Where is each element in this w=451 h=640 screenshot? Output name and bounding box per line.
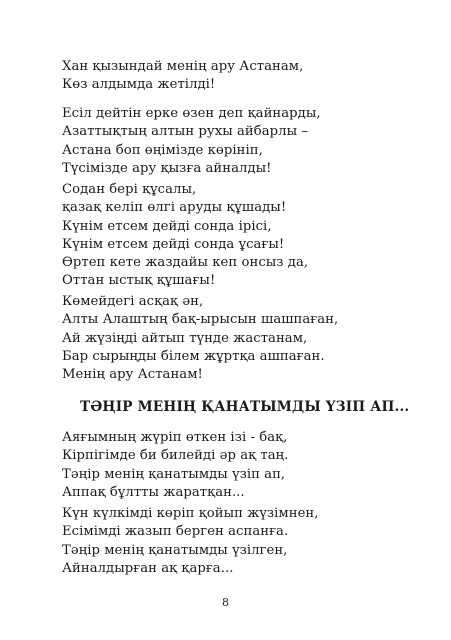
poem-line: Ай жүзіңді айтып түнде жастанам, [62, 330, 308, 346]
stanza-3 [62, 181, 308, 291]
poem-line: Өртеп кете жаздайы кеп онсыз да, [62, 255, 309, 271]
poem-line: Азаттықтың алтын рухы айбарлы – [62, 124, 309, 140]
stanza-4 [62, 293, 338, 384]
poem-line: Бар сырыңды білем жұртқа ашпаған. [62, 348, 325, 364]
poem-line: Аппақ бұлтты жаратқан... [62, 484, 245, 500]
poem-line: Есіл дейтін ерке өзен деп қайнарды, [62, 106, 321, 121]
poem-line: қазақ келіп өлгі аруды құшады! [62, 200, 287, 216]
poem-line: Күнім етсем дейді сонда ірісі, [62, 218, 272, 234]
poem-line: Содан бері құсалы, [62, 182, 197, 197]
poem-line: Алты Алаштың бақ-ырысын шашпаған, [62, 312, 339, 328]
poem-line: Астана боп өңімізде көрініп, [62, 142, 263, 158]
poem-line: Тәңір менің қанатымды үзіп ап, [62, 466, 286, 482]
poem-title: ТӘҢІР МЕНІҢ ҚАНАТЫМДЫ ҮЗІП АП... [80, 399, 410, 415]
stanza-5 [62, 429, 288, 502]
stanza-6 [62, 505, 319, 578]
poem-line: Кірпігімде би билейді әр ақ таң. [62, 448, 289, 464]
stanza-2 [62, 105, 321, 178]
poem-line: Күнім етсем дейді сонда ұсағы! [62, 236, 285, 252]
poem-line: Айналдырған ақ қарға... [62, 560, 234, 576]
poem-line: Менің ару Астанам! [62, 367, 203, 383]
poem-line: Есімімді жазып берген аспанға. [62, 524, 289, 540]
poem-line: Көмейдегі асқақ ән, [62, 294, 204, 309]
poem-line: Түсімізде ару қызға айналды! [62, 160, 272, 176]
poem-line: Аяғымның жүріп өткен ізі - бақ, [62, 430, 288, 445]
page-number: 8 [222, 596, 229, 609]
poem-line: Хан қызындай менің ару Астанам, [62, 59, 304, 74]
poem-line: Тәңір менің қанатымды үзілген, [62, 542, 288, 558]
poem-line: Күн күлкімді көріп қойып жүзімнен, [62, 506, 319, 521]
poem-line: Көз алдымда жетілді! [62, 77, 216, 93]
stanza-1 [62, 58, 303, 95]
poem-line: Оттан ыстық құшағы! [62, 273, 216, 289]
